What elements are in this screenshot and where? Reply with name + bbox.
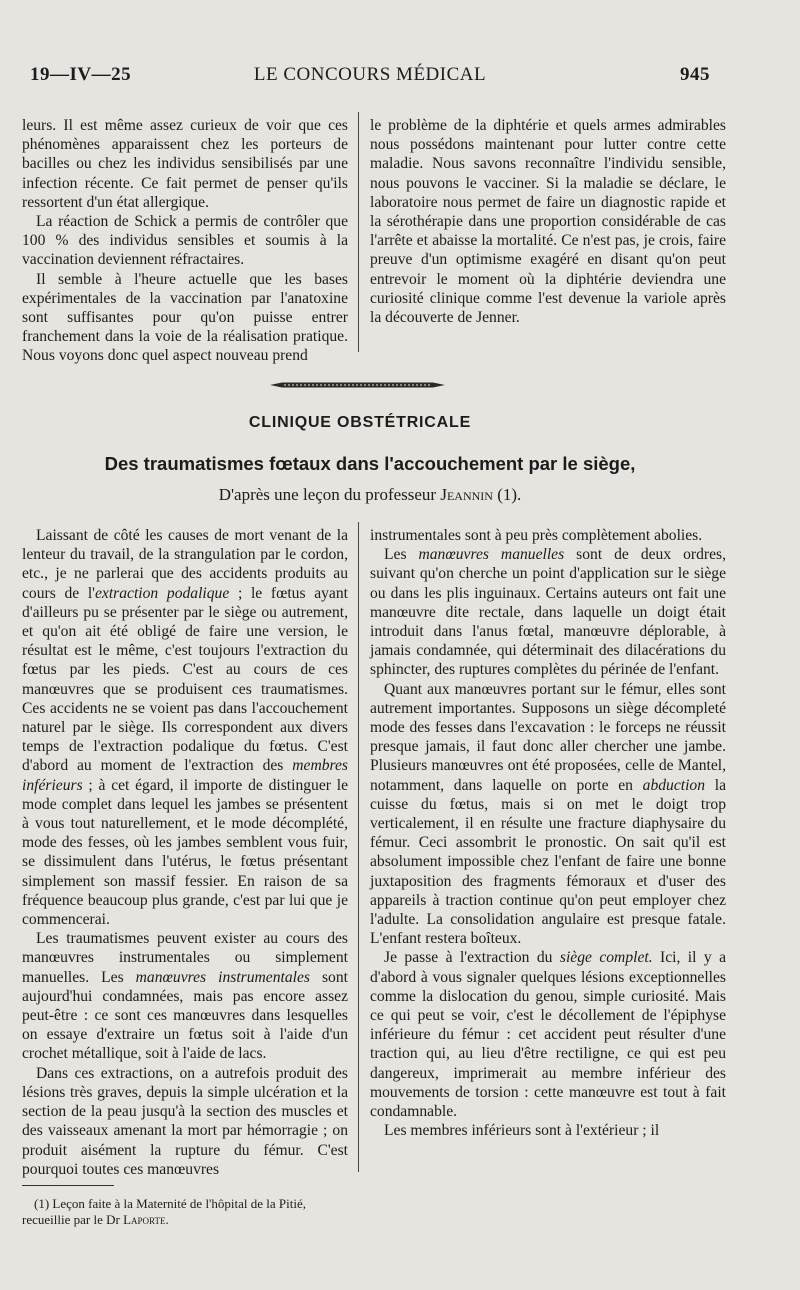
column-divider bbox=[358, 522, 359, 1172]
text-run: Je passe à l'extraction du bbox=[384, 949, 560, 967]
text-run: ; le fœtus ayant d'ailleurs pu se présenter par le siège ou autrement, et qu'on ait été obligé de faire une version, le résultat est le même, c'est toujours l'extraction du fœtus par les pieds. C'est au cours de ces manœuvres que se produisent ces traumatismes. Ces accidents ne se voient pas dans l'accouchement naturel par le siège. Ils correspondent aux divers temps de l'extraction podalique du fœtus. C'est d'abord au moment de l'extraction des bbox=[22, 584, 348, 775]
decorative-rule-ornament bbox=[270, 381, 445, 389]
footnote bbox=[22, 1196, 348, 1228]
body-paragraph bbox=[370, 948, 726, 1121]
text-run: la cuisse du fœtus, mais si on met le doigt trop verticalement, il en résulte une fracture diaphysaire du fémur. Ceci assombrit le pronostic. On sait qu'il est absolument impossible chez l'enfant de faire une bonne juxtaposition des fragments fémoraux et d'user des appareils à traction continue qu'on peut employer chez l'adulte. La consolidation angulaire est presque fatale. L'enfant restera boîteux. bbox=[370, 776, 726, 948]
body-paragraph bbox=[22, 929, 348, 1063]
body-paragraph bbox=[370, 545, 726, 679]
author-name: Jeannin bbox=[440, 485, 493, 504]
issue-date: 19—IV—25 bbox=[30, 64, 132, 85]
text-run: (1) Leçon faite à la Maternité de l'hôpital de la Pitié, recueillie par le Dr bbox=[22, 1196, 306, 1227]
footnote-text bbox=[22, 1196, 348, 1228]
article-title: Des traumatismes fœtaux dans l'accouchement par le siège, bbox=[104, 453, 636, 474]
body-paragraph: instrumentales sont à peu près complètement abolies. bbox=[370, 527, 703, 544]
article-right-column bbox=[370, 526, 726, 1141]
text-run: Ici, il y a d'abord à vous signaler quelques lésions exceptionnelles comme la dislocation du genou, simple curiosité. Mais ce qui peut se voir, c'est le décollement de l'épiphyse inférieure du fémur : cet accident peut résulter d'une traction qui, au lieu d'être rectiligne, ce qui est peu dangereux, imprimerait au membre inférieur des mouvements de torsion : cette manœuvre est tout à fait condamnable. bbox=[370, 949, 727, 1121]
recorder-name: Laporte bbox=[123, 1212, 166, 1227]
body-paragraph bbox=[22, 526, 348, 929]
emphasis: abduction bbox=[642, 776, 706, 794]
text-run: Les traumatismes peuvent exister au cours des manœuvres instrumentales ou simplement manuelles. Les bbox=[22, 930, 348, 986]
emphasis: extraction podalique bbox=[95, 584, 230, 602]
top-right-paragraph: le problème de la diphtérie et quels armes admirables nous possédons maintenant pour lutter contre cette maladie. Nous savons reconnaître l'individu sensible, nous pouvons le vacciner. Si la maladie se déclare, le laboratoire nous permet de faire un diagnostic rapide et la sérothérapie dans une proportion considérable de cas l'arrête et abaisse la mortalité. Ce n'est pas, je crois, faire preuve d'un optimisme exagéré en disant qu'on peut entrevoir le moment où la diphtérie deviendra une curiosité clinique comme l'est devenue la variole après la découverte de Jenner. bbox=[370, 117, 726, 327]
subtitle-prefix: D'après une leçon du professeur bbox=[218, 485, 437, 504]
article-subtitle bbox=[0, 485, 740, 505]
top-left-paragraph: Il semble à l'heure actuelle que les bases expérimentales de la vaccination par l'anatoxine sont suffisantes pour qu'on puisse entrer franchement dans la voie de la réalisation pratique. Nous voyons donc quel aspect nouveau prend bbox=[22, 270, 348, 365]
top-right-column bbox=[370, 116, 726, 327]
text-run: Laissant de côté les causes de mort venant de la lenteur du travail, de la strangulation par le cordon, etc., je ne parlerai que des accidents produits au cours de l' bbox=[22, 527, 348, 602]
journal-title: LE CONCOURS MÉDICAL bbox=[253, 64, 487, 85]
text-run: . bbox=[165, 1212, 169, 1227]
article-left-column bbox=[22, 526, 348, 1179]
body-paragraph bbox=[370, 680, 726, 949]
text-run: Quant aux manœuvres portant sur le fémur, elles sont autrement importantes. Supposons un siège décompleté mode des fesses dans l'excavation : le forceps ne réussit presque jamais, il faut donc aller chercher une jambe. Plusieurs manœuvres ont été proposées, celle de Mantel, notamment, dans laquelle on porte en bbox=[370, 680, 726, 794]
top-left-paragraph: leurs. Il est même assez curieux de voir que ces phénomènes apparaissent chez les porteurs de bacilles ou chez les individus sensibilisés par une infection récente. Ce fait permet de penser qu'ils ressortent d'un état allergique. bbox=[22, 117, 348, 211]
text-run: ; à cet égard, il importe de distinguer le mode complet dans lequel les jambes se présentent à vous tout naturellement, et le mode décomplété, mode des fesses, où les jambes semblent vous fuir, se dissimulent dans l'utérus, le fœtus présentant simplement son massif fessier. En raison de sa fréquence beaucoup plus grande, c'est par lui que je commencerai. bbox=[22, 776, 348, 929]
text-run: sont de deux ordres, suivant qu'on cherche un point d'application sur le siège ou dans les plis inguinaux. Certains auteurs ont fait une manœuvre dite rectale, dans laquelle un doigt était introduit dans l'anus fœtal, manœuvre déplorable, à jamais condamnée, qui déterminait des dilacérations du sphincter, des ruptures complètes du périnée de l'enfant. bbox=[370, 546, 726, 679]
footnote-ref: (1). bbox=[497, 485, 522, 504]
top-left-paragraph: La réaction de Schick a permis de contrôler que 100 % des individus sensibles et soumis à la vaccination deviennent réfractaires. bbox=[22, 213, 348, 269]
emphasis: siège complet. bbox=[559, 949, 653, 967]
body-paragraph: Dans ces extractions, on a autrefois produit des lésions très graves, depuis la simple ulcération et la section de la peau jusqu'à la section des muscles et des vaisseaux amenant la mort par hémorragie ; on produit aisément la rupture du fémur. C'est pourquoi toutes ces manœuvres bbox=[22, 1064, 348, 1178]
footnote-rule bbox=[22, 1185, 114, 1186]
body-paragraph: Les membres inférieurs sont à l'extérieur ; il bbox=[384, 1122, 660, 1140]
text-run: Les bbox=[384, 546, 419, 564]
text-run: sont aujourd'hui condamnées, mais pas encore assez peut-être : ce sont ces manœuvres dans lesquelles on essaye d'extraire un fœtus soit à l'aide d'un crochet métallique, soit à l'aide de lacs. bbox=[22, 968, 348, 1063]
column-divider bbox=[358, 112, 359, 352]
running-header bbox=[30, 64, 710, 92]
page-number: 945 bbox=[680, 64, 710, 85]
emphasis: manœuvres manuelles bbox=[418, 546, 565, 564]
emphasis: membres inférieurs bbox=[22, 757, 348, 794]
emphasis: manœuvres instrumentales bbox=[135, 968, 310, 986]
section-heading: CLINIQUE OBSTÉTRICALE bbox=[248, 414, 472, 431]
top-left-column bbox=[22, 116, 348, 366]
